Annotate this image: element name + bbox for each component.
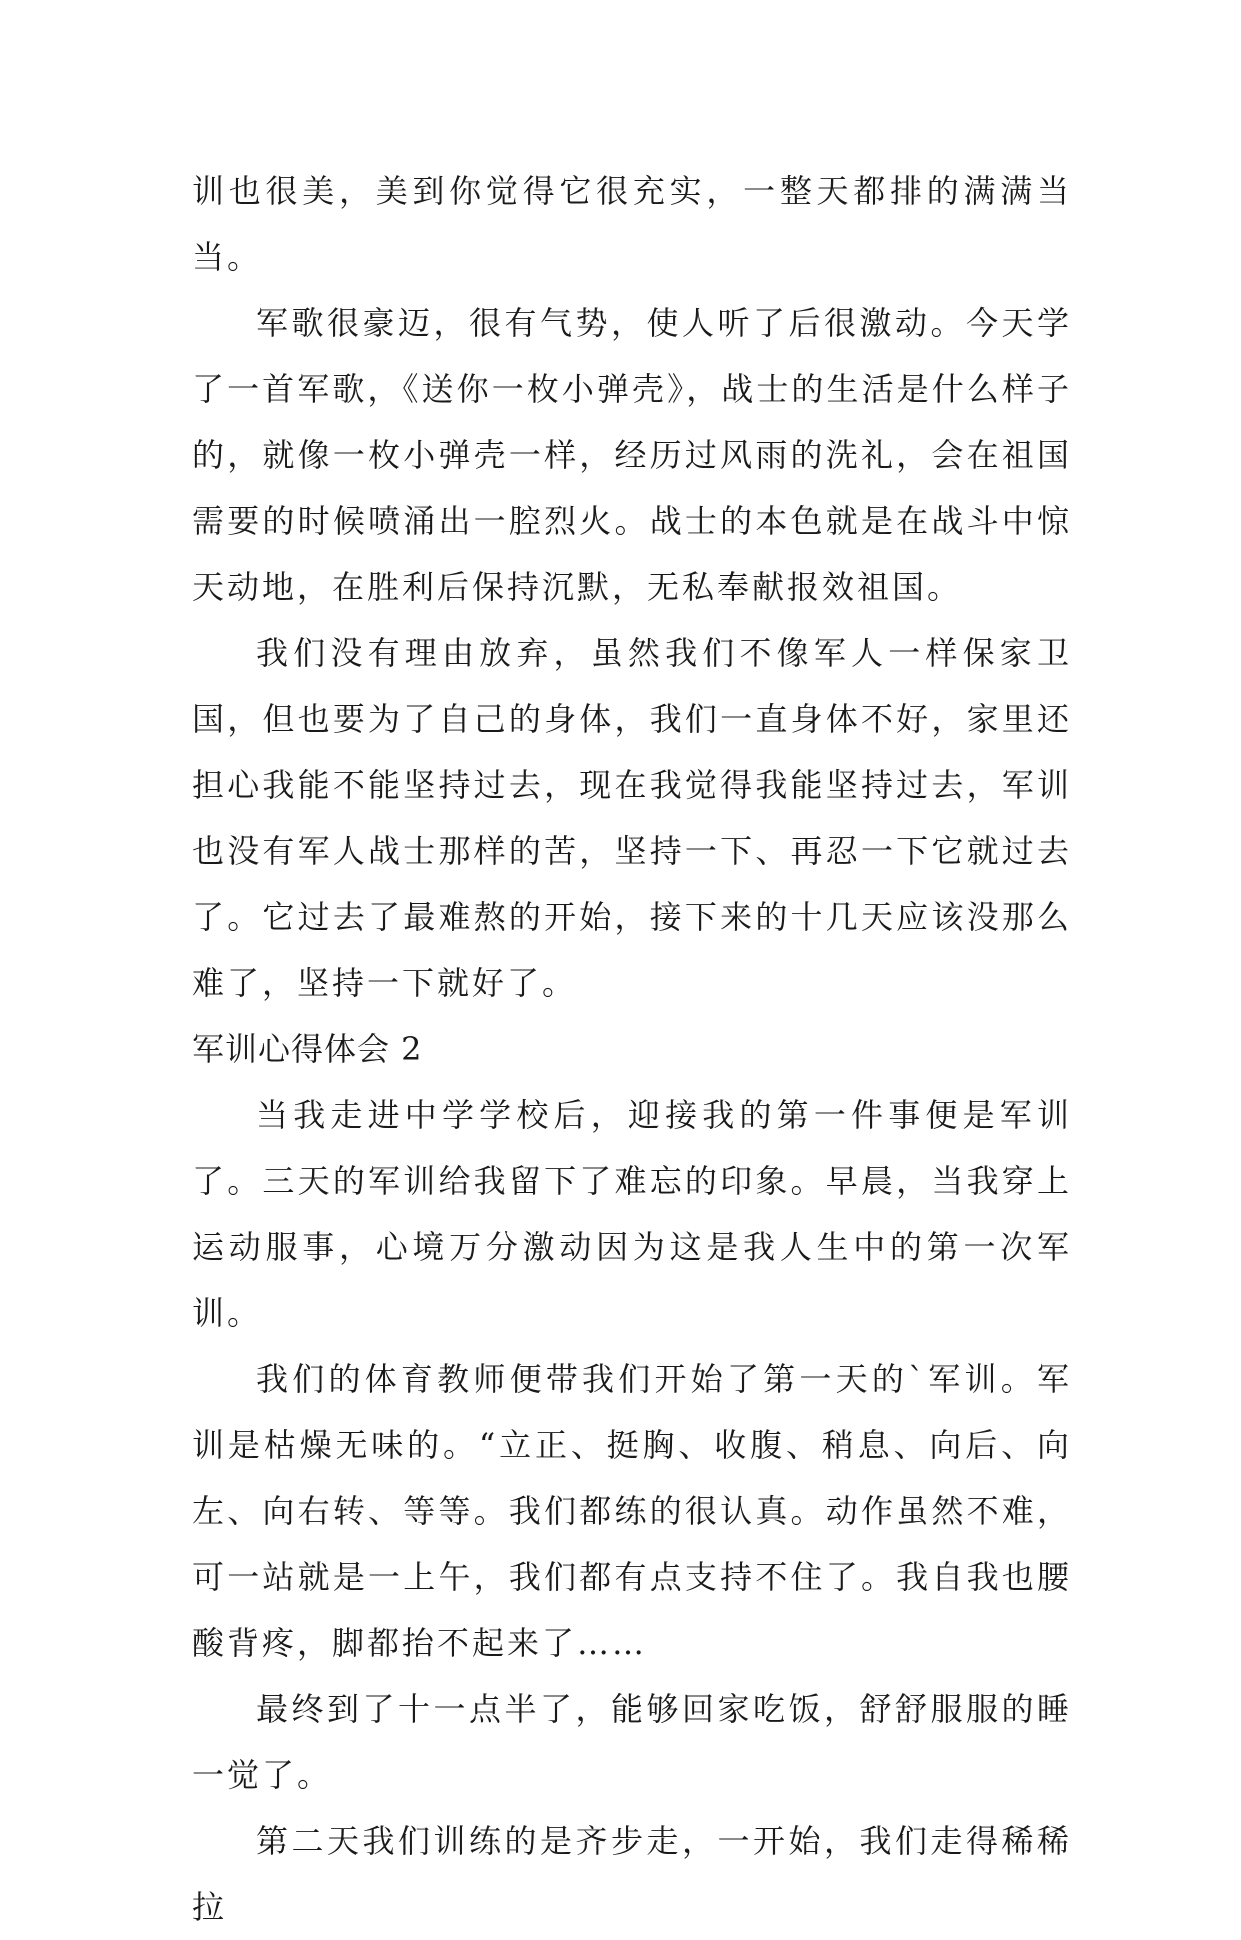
section-heading: 军训心得体会 2 [192, 1030, 423, 1068]
paragraph-training: 我们的体育教师便带我们开始了第一天的`军训。军训是枯燥无味的。“立正、挺胸、收腹、稍息、向后、向左、向右转、等等。我们都练的很认真。动作虽然不难，可一站就是一上午，我们都有点支持不住了。我自我也腰酸背疼，脚都抬不起来了…… [192, 1360, 1072, 1662]
document-body [192, 158, 1072, 1940]
paragraph-perseverance: 我们没有理由放弃，虽然我们不像军人一样保家卫国，但也要为了自己的身体，我们一直身体不好，家里还担心我能不能坚持过去，现在我觉得我能坚持过去，军训也没有军人战士那样的苦，坚持一下、再忍一下它就过去了。它过去了最难熬的开始，接下来的十几天应该没那么难了，坚持一下就好了。 [192, 634, 1072, 1002]
paragraph-lunch: 最终到了十一点半了，能够回家吃饭，舒舒服服的睡一觉了。 [192, 1690, 1072, 1794]
paragraph-first-day: 当我走进中学学校后，迎接我的第一件事便是军训了。三天的军训给我留下了难忘的印象。早晨，当我穿上运动服事，心境万分激动因为这是我人生中的第一次军训。 [192, 1096, 1072, 1332]
paragraph-second-day: 第二天我们训练的是齐步走，一开始，我们走得稀稀拉 [192, 1822, 1072, 1926]
paragraph-continuation: 训也很美，美到你觉得它很充实，一整天都排的满满当当。 [192, 172, 1072, 276]
paragraph-military-song: 军歌很豪迈，很有气势，使人听了后很激动。今天学了一首军歌，《送你一枚小弹壳》，战士的生活是什么样子的，就像一枚小弹壳一样，经历过风雨的洗礼，会在祖国需要的时候喷涌出一腔烈火。战士的本色就是在战斗中惊天动地，在胜利后保持沉默，无私奉献报效祖国。 [192, 304, 1072, 606]
